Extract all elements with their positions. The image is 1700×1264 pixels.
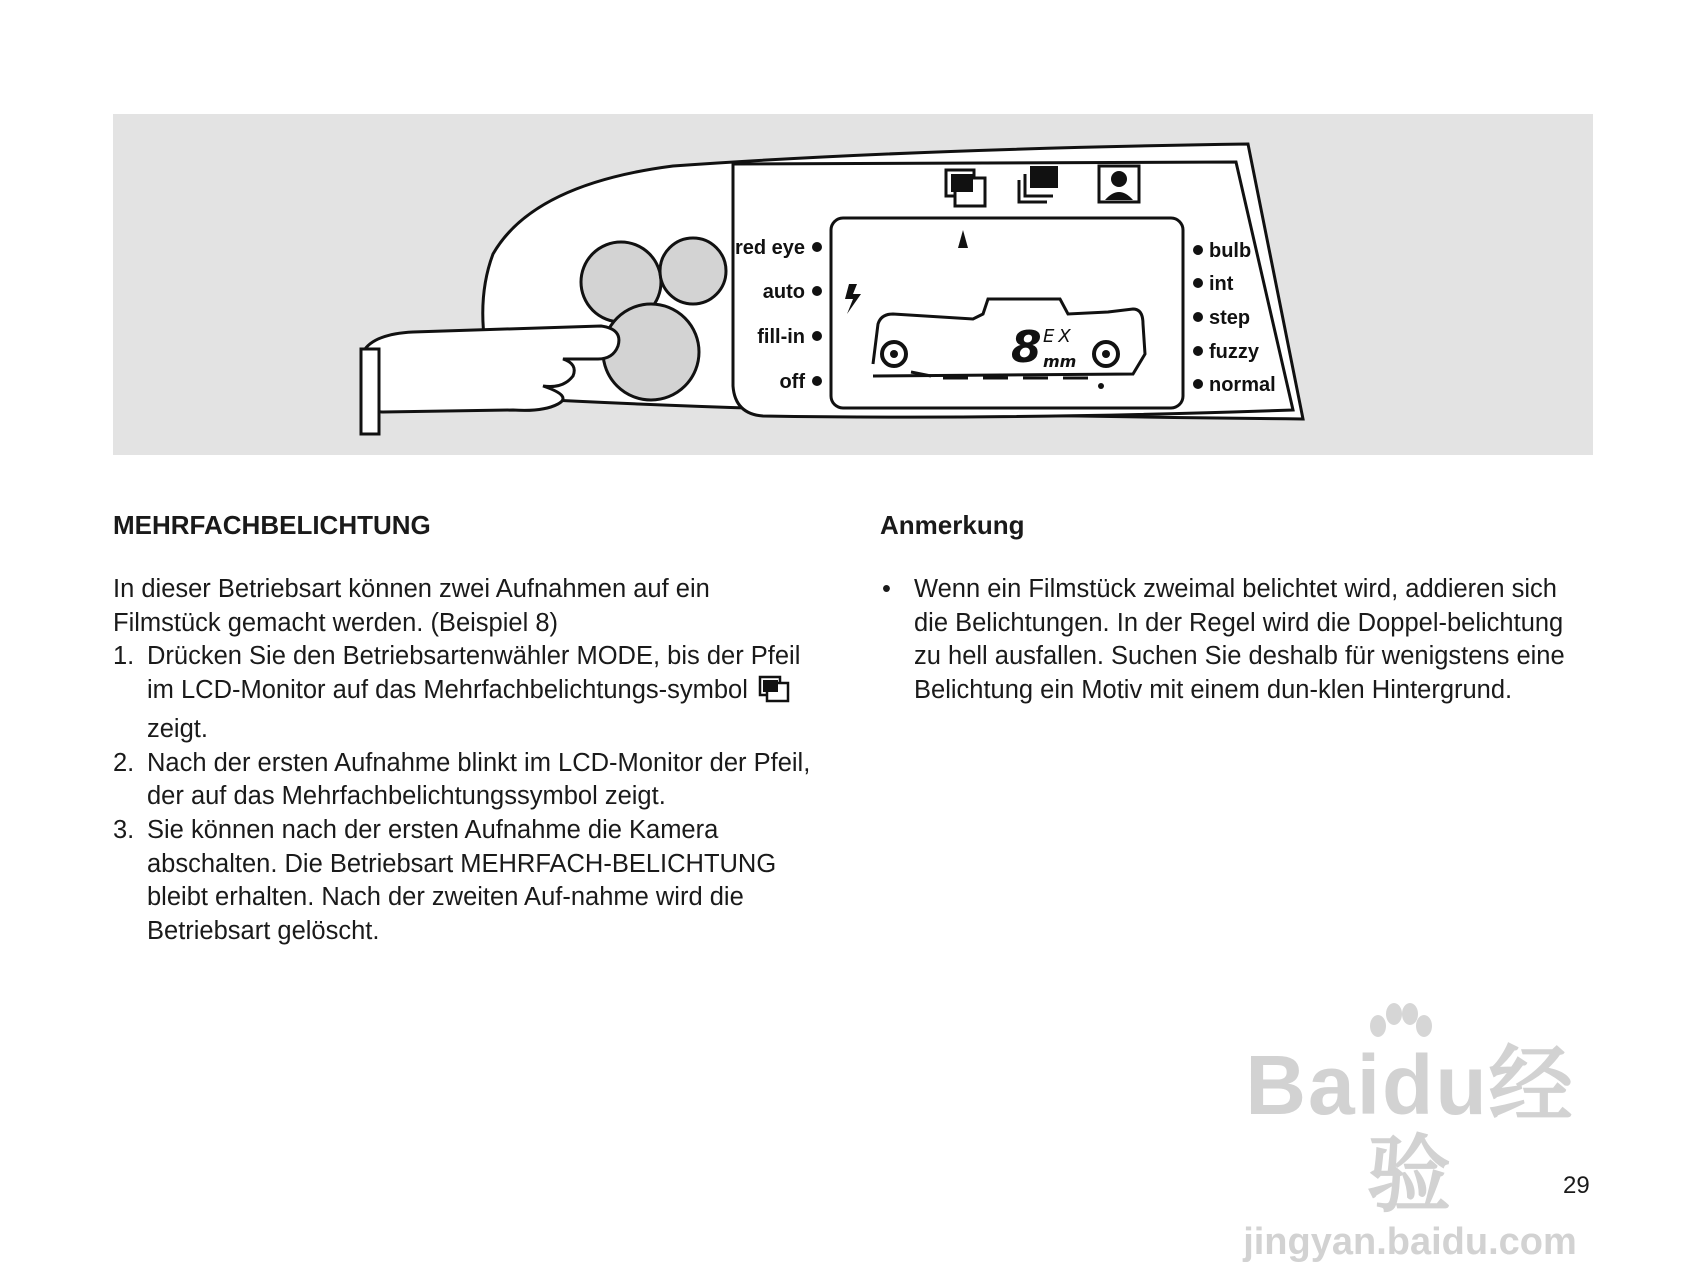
watermark xyxy=(1210,1000,1610,1263)
step-text: Nach der ersten Aufnahme blinkt im LCD-Monitor der Pfeil, der auf das Mehrfachbelichtungssymbol zeigt. xyxy=(147,748,811,811)
mode-label-normal: normal xyxy=(1209,374,1276,396)
step-text: Drücken Sie den Betriebsartenwähler MODE, bis der Pfeil im LCD-Monitor auf das Mehrfachbelichtungs-symbol xyxy=(147,642,801,705)
bullet: • xyxy=(882,575,891,603)
mode-button xyxy=(603,304,699,400)
step-number: 3. xyxy=(113,815,135,844)
page-number: 29 xyxy=(1563,1172,1590,1199)
list-item xyxy=(113,814,823,949)
round-button-top-right xyxy=(660,238,726,304)
mode-label-fuzzy: fuzzy xyxy=(1209,341,1259,363)
note-text: Wenn ein Filmstück zweimal belichtet wird, addieren sich die Belichtungen. In der Regel wird die Doppel-belichtung zu hell ausfallen. Suchen Sie deshalb für wenigstens eine Belichtung ein Motiv mit einem dun-klen Hintergrund. xyxy=(914,575,1565,705)
list-item xyxy=(113,747,823,814)
portrait-icon xyxy=(1099,166,1139,202)
sleeve-cuff xyxy=(361,349,379,434)
mode-label-step: step xyxy=(1209,307,1251,329)
left-column xyxy=(113,505,823,949)
multiple-exposure-icon xyxy=(758,675,790,713)
lcd-counter: 8 xyxy=(1011,322,1042,373)
step-text-after-icon: zeigt. xyxy=(147,714,208,743)
mode-label-bulb: bulb xyxy=(1209,240,1252,262)
lcd-mm-label: mm xyxy=(1043,352,1077,371)
steps-list xyxy=(113,640,823,948)
watermark-brand: Baidu经验 xyxy=(1245,1038,1575,1222)
lcd-ex-label: EX xyxy=(1043,326,1075,347)
flash-label-red-eye: red eye xyxy=(734,237,805,259)
section-title: MEHRFACHBELICHTUNG xyxy=(113,510,431,540)
right-column xyxy=(880,505,1590,708)
list-item xyxy=(113,640,823,746)
intro-paragraph: In dieser Betriebsart können zwei Aufnahmen auf ein Filmstück gemacht werden. (Beispiel 8) xyxy=(113,575,710,637)
flash-label-off: off xyxy=(779,371,805,393)
note-list xyxy=(880,573,1590,708)
note-title: Anmerkung xyxy=(880,510,1025,540)
flash-label-auto: auto xyxy=(762,281,805,303)
flash-label-fill-in: fill-in xyxy=(757,326,805,348)
mode-label-int: int xyxy=(1209,273,1234,295)
paw-logo-icon xyxy=(1360,1000,1440,1060)
step-text: Sie können nach der ersten Aufnahme die Kamera abschalten. Die Betriebsart MEHRFACH-BELICHTUNG bleibt erhalten. Nach der zweiten Auf-nahme wird die Betriebsart gelöscht. xyxy=(147,815,777,946)
camera-illustration xyxy=(113,114,1593,455)
watermark-url: jingyan.baidu.com xyxy=(1243,1221,1577,1263)
step-number: 2. xyxy=(113,748,135,777)
step-number: 1. xyxy=(113,642,135,671)
list-item xyxy=(880,573,1590,708)
camera-top-panel-drawing xyxy=(113,114,1593,455)
